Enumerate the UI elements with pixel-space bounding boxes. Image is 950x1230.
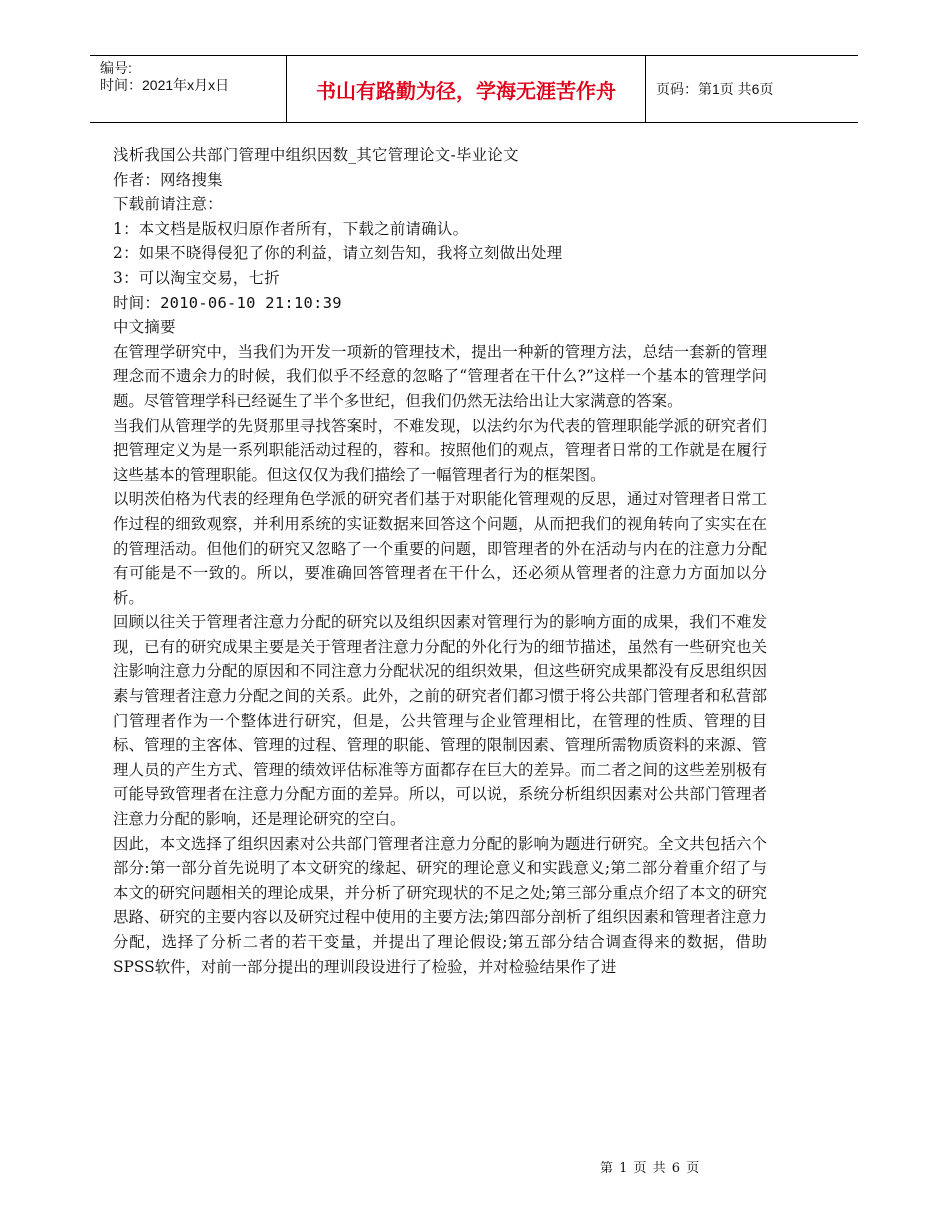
document-title: 浅析我国公共部门管理中组织因数_其它管理论文-毕业论文 — [113, 146, 519, 164]
abstract-paragraph: 当我们从管理学的先贤那里寻找答案时，不难发现，以法约尔为代表的管理职能学派的研究者们把管理定义为是一系列职能活动过程的，蓉和。按照他们的观点，管理者日常的工作就是在履行这些基本的管理职能。但这仅仅为我们描绘了一幅管理者行为的框架图。 — [113, 416, 767, 484]
header-number-label: 编号: — [100, 60, 132, 76]
header-time-label: 时间：2021年x月x日 — [100, 77, 230, 93]
document-body — [113, 143, 767, 979]
abstract-paragraph: 以明茨伯格为代表的经理角色学派的研究者们基于对职能化管理观的反思，通过对管理者日常工作过程的细致观察，并利用系统的实证数据来回答这个问题，从而把我们的视角转向了实实在在的管理活动。但他们的研究又忽略了一个重要的问题，即管理者的外在活动与内在的注意力分配有可能是不一致的。所以，要准确回答管理者在干什么，还必须从管理者的注意力方面加以分析。 — [113, 490, 767, 607]
header-motto: 书山有路勤为径，学海无涯苦作舟 — [286, 56, 646, 122]
header-page-info: 页码：第1页 共6页 — [656, 81, 774, 97]
abstract-paragraph: 回顾以往关于管理者注意力分配的研究以及组织因素对管理行为的影响方面的成果，我们不难发现，已有的研究成果主要是关于管理者注意力分配的外化行为的细节描述，虽然有一些研究也关注影响注意力分配的原因和不同注意力分配状况的组织效果，但这些研究成果都没有反思组织因素与管理者注意力分配之间的关系。此外，之前的研究者们都习惯于将公共部门管理者和私营部门管理者作为一个整体进行研究，但是，公共管理与企业管理相比，在管理的性质、管理的目标、管理的主客体、管理的过程、管理的职能、管理的限制因素、管理所需物质资料的来源、管理人员的产生方式、管理的绩效评估标准等方面都存在巨大的差异。而二者之间的这些差别极有可能导致管理者在注意力分配方面的差异。所以，可以说，系统分析组织因素对公共部门管理者注意力分配的影响，还是理论研究的空白。 — [113, 613, 767, 829]
notice-item: 3：可以淘宝交易，七折 — [113, 268, 280, 287]
page-header — [90, 55, 858, 123]
notice-item: 2：如果不晓得侵犯了你的利益，请立刻告知，我将立刻做出处理 — [113, 244, 563, 263]
page-footer: 第 1 页 共 6 页 — [600, 1161, 701, 1176]
document-author: 作者：网络搜集 — [113, 170, 223, 189]
abstract-paragraph: 因此，本文选择了组织因素对公共部门管理者注意力分配的影响为题进行研究。全文共包括六个部分:第一部分首先说明了本文研究的缘起、研究的理论意义和实践意义;第二部分着重介绍了与本文的研究问题相关的理论成果，并分析了研究现状的不足之处;第三部分重点介绍了本文的研究思路、研究的主要内容以及研究过程中使用的主要方法;第四部分剖析了组织因素和管理者注意力分配，选择了分析二者的若干变量，并提出了理论假设;第五部分结合调查得来的数据，借助SPSS软件，对前一部分提出的理训段设进行了检验，并对检验结果作了进 — [113, 834, 767, 976]
notice-item: 1：本文档是版权归原作者所有，下载之前请确认。 — [113, 219, 469, 238]
header-meta — [90, 56, 286, 122]
abstract-paragraph: 在管理学研究中，当我们为开发一项新的管理技术，提出一种新的管理方法，总结一套新的管理理念而不遗余力的时候，我们似乎不经意的忽略了“管理者在干什么?”这样一个基本的管理学问题。尽管管理学科已经诞生了半个多世纪，但我们仍然无法给出让大家满意的答案。 — [113, 342, 767, 410]
notice-heading: 下载前请注意： — [113, 195, 223, 214]
abstract-heading: 中文摘要 — [113, 318, 176, 337]
document-time: 时间：2010-06-10 21:10:39 — [113, 293, 342, 312]
